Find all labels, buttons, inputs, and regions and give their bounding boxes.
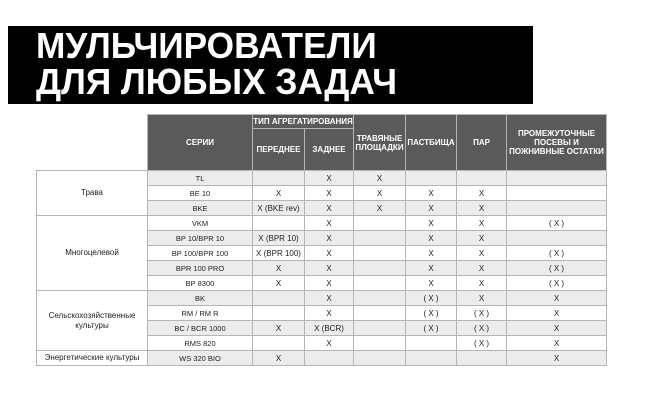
header-blank bbox=[37, 115, 148, 171]
cell-rear: X (BCR) bbox=[305, 321, 354, 336]
cell-rear: X bbox=[305, 201, 354, 216]
group-label: Трава bbox=[37, 171, 148, 216]
cell-lawns bbox=[354, 216, 406, 231]
cell-fallow: X bbox=[457, 276, 507, 291]
cell-lawns: X bbox=[354, 186, 406, 201]
header-front: ПЕРЕДНЕЕ bbox=[253, 129, 305, 171]
cell-front bbox=[253, 171, 305, 186]
cell-pasture: X bbox=[406, 276, 457, 291]
series-cell: TL bbox=[148, 171, 253, 186]
cell-rear: X bbox=[305, 216, 354, 231]
cell-intermediate: ( X ) bbox=[507, 276, 607, 291]
cell-rear: X bbox=[305, 336, 354, 351]
series-cell: WS 320 BIO bbox=[148, 351, 253, 366]
series-cell: BPR 100 PRO bbox=[148, 261, 253, 276]
series-cell: BK bbox=[148, 291, 253, 306]
cell-front bbox=[253, 336, 305, 351]
series-cell: BC / BCR 1000 bbox=[148, 321, 253, 336]
cell-lawns: X bbox=[354, 171, 406, 186]
cell-fallow: X bbox=[457, 201, 507, 216]
cell-fallow bbox=[457, 351, 507, 366]
cell-lawns bbox=[354, 231, 406, 246]
cell-fallow: X bbox=[457, 216, 507, 231]
cell-front: X (BKE rev) bbox=[253, 201, 305, 216]
table-row bbox=[37, 291, 607, 306]
cell-pasture: X bbox=[406, 201, 457, 216]
group-label: Сельскохозяйственные культуры bbox=[37, 291, 148, 351]
series-cell: RM / RM R bbox=[148, 306, 253, 321]
cell-front: X bbox=[253, 321, 305, 336]
cell-front: X bbox=[253, 276, 305, 291]
cell-pasture: X bbox=[406, 231, 457, 246]
mulcher-table bbox=[36, 114, 607, 366]
cell-pasture: X bbox=[406, 261, 457, 276]
series-cell: BP 100/BPR 100 bbox=[148, 246, 253, 261]
cell-pasture: ( X ) bbox=[406, 306, 457, 321]
cell-fallow: ( X ) bbox=[457, 336, 507, 351]
cell-lawns bbox=[354, 261, 406, 276]
cell-front: X bbox=[253, 351, 305, 366]
cell-pasture bbox=[406, 351, 457, 366]
cell-pasture: ( X ) bbox=[406, 291, 457, 306]
series-cell: BE 10 bbox=[148, 186, 253, 201]
cell-fallow bbox=[457, 171, 507, 186]
cell-lawns bbox=[354, 276, 406, 291]
cell-lawns bbox=[354, 321, 406, 336]
cell-intermediate bbox=[507, 201, 607, 216]
cell-front: X (BPR 10) bbox=[253, 231, 305, 246]
cell-front: X (BPR 100) bbox=[253, 246, 305, 261]
cell-rear bbox=[305, 351, 354, 366]
cell-lawns bbox=[354, 336, 406, 351]
title-line-1: МУЛЬЧИРОВАТЕЛИ bbox=[36, 25, 377, 66]
cell-intermediate: ( X ) bbox=[507, 246, 607, 261]
cell-fallow: X bbox=[457, 246, 507, 261]
cell-intermediate: X bbox=[507, 321, 607, 336]
cell-rear: X bbox=[305, 231, 354, 246]
header-pasture: ПАСТБИЩА bbox=[406, 115, 457, 171]
cell-fallow: X bbox=[457, 186, 507, 201]
cell-pasture: X bbox=[406, 186, 457, 201]
cell-lawns bbox=[354, 351, 406, 366]
group-label: Многоцелевой bbox=[37, 216, 148, 291]
cell-pasture bbox=[406, 336, 457, 351]
header-lawns: ТРАВЯНЫЕ ПЛОЩАДКИ bbox=[354, 115, 406, 171]
cell-front bbox=[253, 216, 305, 231]
cell-rear: X bbox=[305, 171, 354, 186]
cell-intermediate: X bbox=[507, 351, 607, 366]
cell-rear: X bbox=[305, 186, 354, 201]
cell-front: X bbox=[253, 186, 305, 201]
series-cell: BKE bbox=[148, 201, 253, 216]
cell-fallow: X bbox=[457, 291, 507, 306]
header-series: СЕРИИ bbox=[148, 115, 253, 171]
series-cell: BP 10/BPR 10 bbox=[148, 231, 253, 246]
cell-intermediate: X bbox=[507, 291, 607, 306]
cell-pasture: X bbox=[406, 246, 457, 261]
cell-intermediate bbox=[507, 186, 607, 201]
header-aggregation-type: ТИП АГРЕГАТИРОВАНИЯ bbox=[253, 115, 354, 129]
cell-rear: X bbox=[305, 291, 354, 306]
cell-fallow: ( X ) bbox=[457, 321, 507, 336]
cell-fallow: X bbox=[457, 231, 507, 246]
cell-intermediate bbox=[507, 171, 607, 186]
cell-lawns: X bbox=[354, 201, 406, 216]
cell-rear: X bbox=[305, 276, 354, 291]
series-cell: VKM bbox=[148, 216, 253, 231]
cell-intermediate: X bbox=[507, 306, 607, 321]
table-row bbox=[37, 171, 607, 186]
group-label: Энергетические культуры bbox=[37, 351, 148, 366]
cell-fallow: ( X ) bbox=[457, 306, 507, 321]
cell-front: X bbox=[253, 261, 305, 276]
cell-rear: X bbox=[305, 246, 354, 261]
cell-rear: X bbox=[305, 306, 354, 321]
table-row bbox=[37, 216, 607, 231]
series-cell: BP 8300 bbox=[148, 276, 253, 291]
header-intermediate: ПРОМЕЖУТОЧНЫЕ ПОСЕВЫ И ПОЖНИВНЫЕ ОСТАТКИ bbox=[507, 115, 607, 171]
cell-pasture: X bbox=[406, 216, 457, 231]
series-cell: RMS 820 bbox=[148, 336, 253, 351]
cell-fallow: X bbox=[457, 261, 507, 276]
cell-intermediate bbox=[507, 231, 607, 246]
cell-rear: X bbox=[305, 261, 354, 276]
header-rear: ЗАДНЕЕ bbox=[305, 129, 354, 171]
cell-front bbox=[253, 291, 305, 306]
cell-lawns bbox=[354, 306, 406, 321]
cell-intermediate: ( X ) bbox=[507, 216, 607, 231]
cell-lawns bbox=[354, 246, 406, 261]
cell-pasture: ( X ) bbox=[406, 321, 457, 336]
cell-intermediate: ( X ) bbox=[507, 261, 607, 276]
header-fallow: ПАР bbox=[457, 115, 507, 171]
cell-pasture bbox=[406, 171, 457, 186]
title-line-2: ДЛЯ ЛЮБЫХ ЗАДАЧ bbox=[36, 61, 398, 102]
cell-lawns bbox=[354, 291, 406, 306]
cell-intermediate: X bbox=[507, 336, 607, 351]
cell-front bbox=[253, 306, 305, 321]
table-row bbox=[37, 351, 607, 366]
